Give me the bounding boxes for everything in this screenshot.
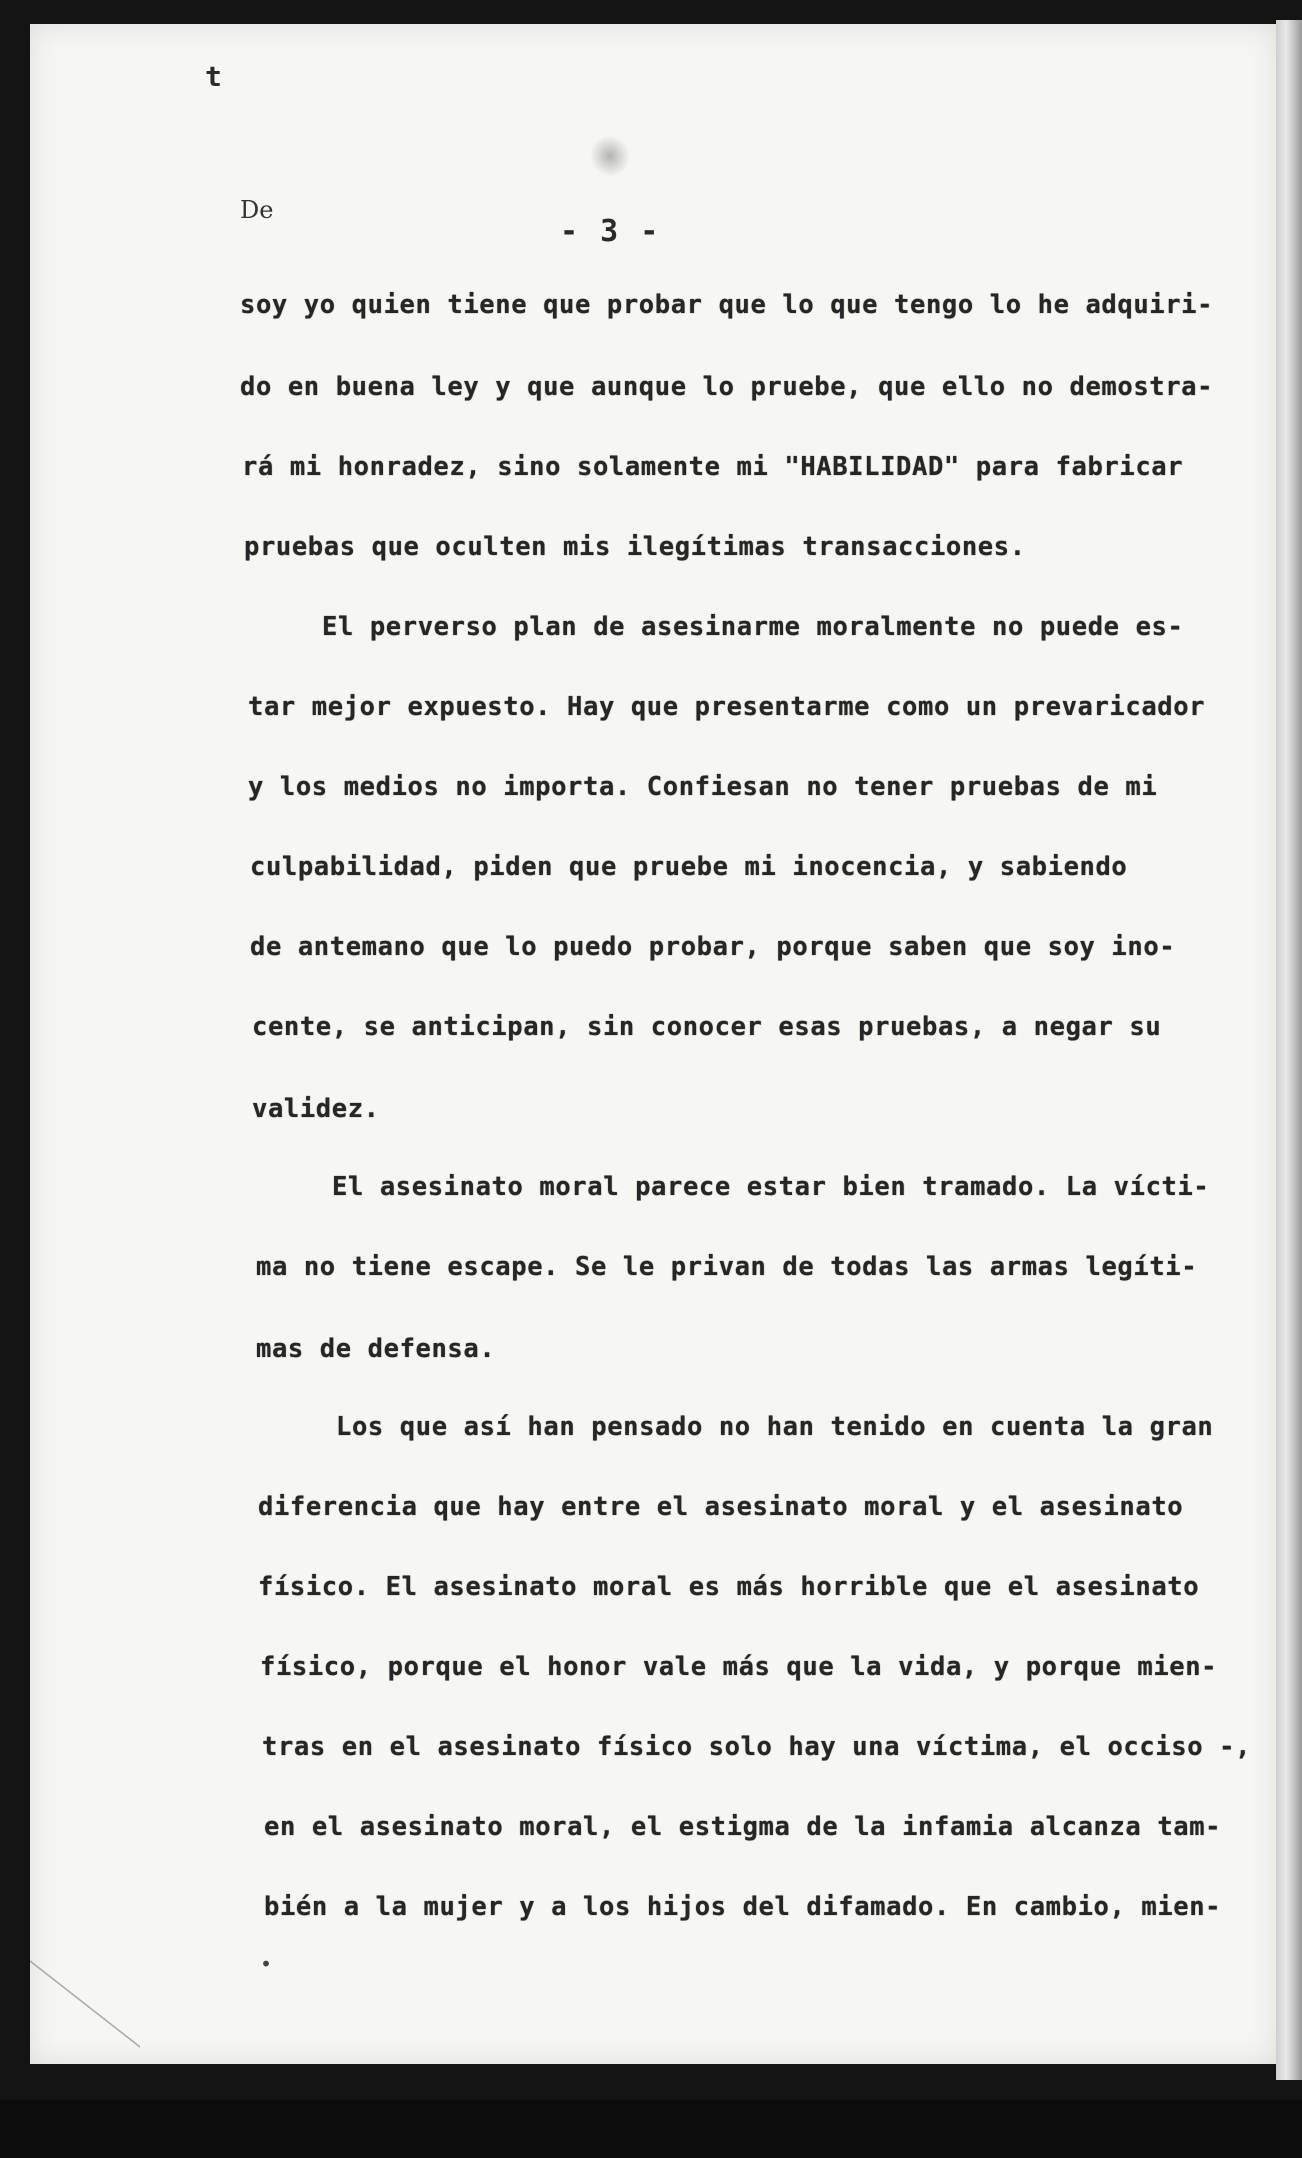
text-line: mas de defensa.	[256, 1334, 496, 1364]
text-line: rá mi honradez, sino solamente mi "HABILIDAD" para fabricar	[242, 452, 1184, 482]
typist-initials: De	[240, 196, 274, 224]
text-line: El perverso plan de asesinarme moralmente no puede es-	[322, 612, 1184, 642]
text-line: validez.	[252, 1094, 380, 1124]
corner-tick-mark: t	[205, 60, 222, 93]
text-line: tras en el asesinato físico solo hay una víctima, el occiso -,	[262, 1732, 1252, 1762]
text-line: soy yo quien tiene que probar que lo que tengo lo he adquiri-	[240, 290, 1214, 320]
text-line: pruebas que oculten mis ilegítimas transacciones.	[244, 532, 1026, 562]
text-line: Los que así han pensado no han tenido en cuenta la gran	[336, 1412, 1214, 1442]
text-line: ma no tiene escape. Se le privan de todas las armas legíti-	[256, 1252, 1198, 1282]
text-line: físico, porque el honor vale más que la vida, y porque mien-	[260, 1652, 1218, 1682]
page-number: - 3 -	[560, 214, 661, 249]
text-line: culpabilidad, piden que pruebe mi inocencia, y sabiendo	[250, 852, 1128, 882]
text-line: de antemano que lo puedo probar, porque saben que soy ino-	[250, 932, 1176, 962]
text-line: El asesinato moral parece estar bien tramado. La vícti-	[332, 1172, 1210, 1202]
text-line: do en buena ley y que aunque lo pruebe, que ello no demostra-	[240, 372, 1214, 402]
text-line: cente, se anticipan, sin conocer esas pruebas, a negar su	[252, 1012, 1162, 1042]
text-line: físico. El asesinato moral es más horrible que el asesinato	[258, 1572, 1200, 1602]
text-line: en el asesinato moral, el estigma de la infamia alcanza tam-	[264, 1812, 1222, 1842]
text-line: diferencia que hay entre el asesinato moral y el asesinato	[258, 1492, 1184, 1522]
text-line: y los medios no importa. Confiesan no tener pruebas de mi	[248, 772, 1158, 802]
text-line: tar mejor expuesto. Hay que presentarme como un prevaricador	[248, 692, 1206, 722]
stray-mark: •	[260, 1952, 273, 1976]
text-line: bién a la mujer y a los hijos del difamado. En cambio, mien-	[264, 1892, 1222, 1922]
